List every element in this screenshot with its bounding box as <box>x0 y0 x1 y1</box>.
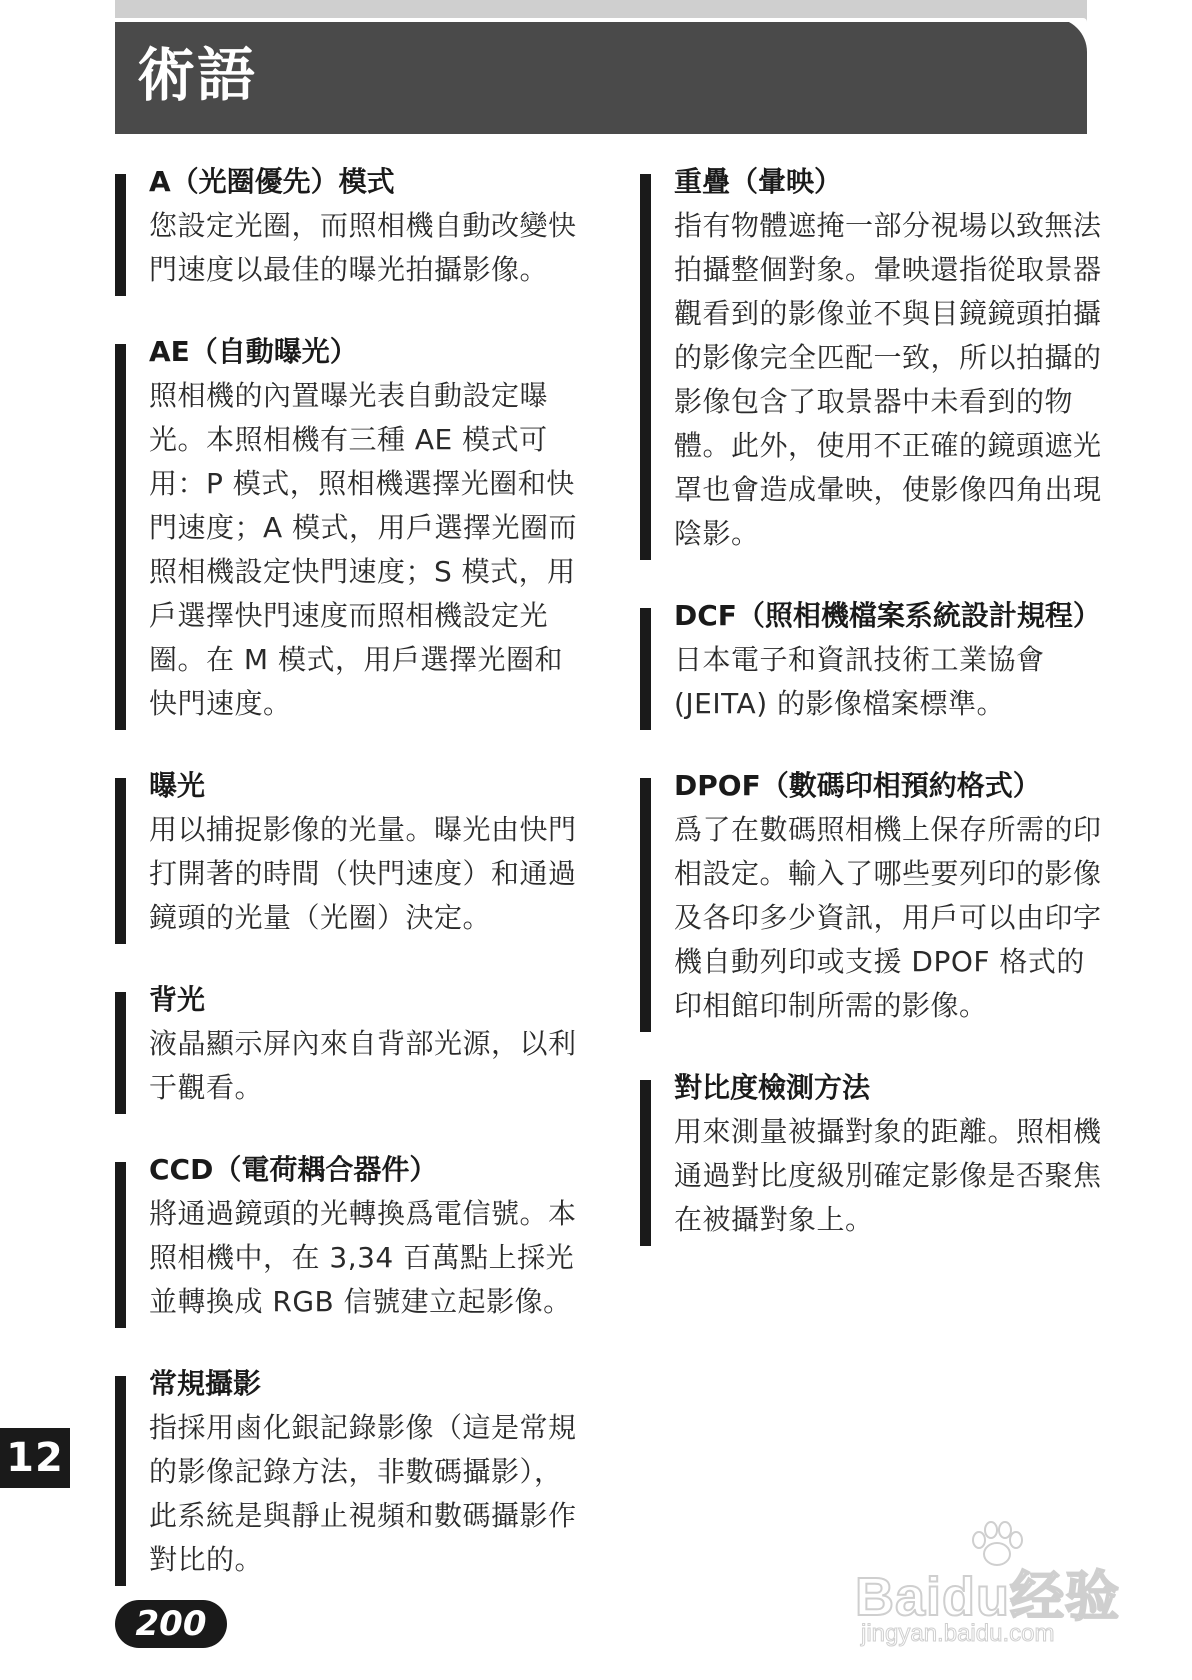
entry-term: CCD（電荷耦合器件） <box>149 1153 438 1186</box>
entry-marker-bar <box>640 778 651 1032</box>
chapter-tab: 12 <box>0 1428 70 1488</box>
entry-term: DPOF（數碼印相預約格式） <box>674 769 1041 802</box>
watermark-url: jingyan.baidu.com <box>861 1620 1055 1647</box>
entry-marker-bar <box>640 174 651 560</box>
entry-definition: 指採用鹵化銀記錄影像（這是常規的影像記錄方法，非數碼攝影），此系統是與靜止視頻和數碼攝影作對比的。 <box>149 1411 577 1576</box>
entry-term: A（光圈優先）模式 <box>149 165 395 198</box>
entry-definition: 照相機的內置曝光表自動設定曝光。本照相機有三種 AE 模式可用：P 模式，照相機選擇光圈和快門速度；A 模式，用戶選擇光圈而照相機設定快門速度；S 模式，用戶選擇快門速度而照相機設定光圈。在 M 模式，用戶選擇光圈和快門速度。 <box>149 379 578 720</box>
glossary-entry <box>640 160 1110 556</box>
page-title: 術語 <box>137 41 258 109</box>
entry-definition: 用來測量被攝對象的距離。照相機通過對比度級別確定影像是否聚焦在被攝對象上。 <box>674 1115 1102 1236</box>
baidu-watermark <box>855 1520 1155 1647</box>
entry-term: 常規攝影 <box>149 1367 262 1400</box>
left-column <box>115 160 585 1620</box>
page-number: 200 <box>115 1600 227 1648</box>
glossary-entry <box>115 330 585 726</box>
entry-definition: 爲了在數碼照相機上保存所需的印相設定。輸入了哪些要列印的影像及各印多少資訊，用戶可以由印字機自動列印或支援 DPOF 格式的印相館印制所需的影像。 <box>674 813 1102 1022</box>
glossary-entry <box>640 1066 1110 1242</box>
entry-definition: 液晶顯示屏內來自背部光源，以利于觀看。 <box>149 1027 577 1104</box>
entry-term: 背光 <box>149 983 206 1016</box>
entry-marker-bar <box>115 992 126 1114</box>
entry-definition: 指有物體遮掩一部分視場以致無法拍攝整個對象。暈映還指從取景器觀看到的影像並不與目鏡鏡頭拍攝的影像完全匹配一致，所以拍攝的影像包含了取景器中未看到的物體。此外，使用不正確的鏡頭遮光罩也會造成暈映，使影像四角出現陰影。 <box>674 209 1102 550</box>
entry-definition: 將通過鏡頭的光轉換爲電信號。本照相機中，在 3,34 百萬點上採光並轉換成 RGB 信號建立起影像。 <box>149 1197 577 1318</box>
entry-term: 曝光 <box>149 769 206 802</box>
entry-marker-bar <box>115 174 126 296</box>
entry-marker-bar <box>115 1376 126 1586</box>
watermark-logo: Baidu经验 <box>855 1567 1121 1627</box>
right-column <box>640 160 1110 1280</box>
entry-definition: 日本電子和資訊技術工業協會 (JEITA) 的影像檔案標準。 <box>674 643 1045 720</box>
glossary-entry <box>115 1148 585 1324</box>
glossary-entry <box>115 1362 585 1582</box>
entry-term: DCF（照相機檔案系統設計規程） <box>674 599 1101 632</box>
entry-marker-bar <box>640 608 651 730</box>
entry-definition: 您設定光圈，而照相機自動改變快門速度以最佳的曝光拍攝影像。 <box>149 209 577 286</box>
entry-marker-bar <box>115 778 126 944</box>
glossary-entry <box>115 978 585 1110</box>
entry-term: 對比度檢測方法 <box>674 1071 871 1104</box>
entry-marker-bar <box>640 1080 651 1246</box>
glossary-entry <box>115 160 585 292</box>
entry-definition: 用以捕捉影像的光量。曝光由快門打開著的時間（快門速度）和通過鏡頭的光量（光圈）決定。 <box>149 813 577 934</box>
glossary-entry <box>640 764 1110 1028</box>
entry-marker-bar <box>115 344 126 730</box>
entry-term: 重疊（暈映） <box>674 165 843 198</box>
glossary-entry <box>640 594 1110 726</box>
entry-marker-bar <box>115 1162 126 1328</box>
glossary-entry <box>115 764 585 940</box>
header-bar <box>115 18 1087 134</box>
entry-term: AE（自動曝光） <box>149 335 358 368</box>
